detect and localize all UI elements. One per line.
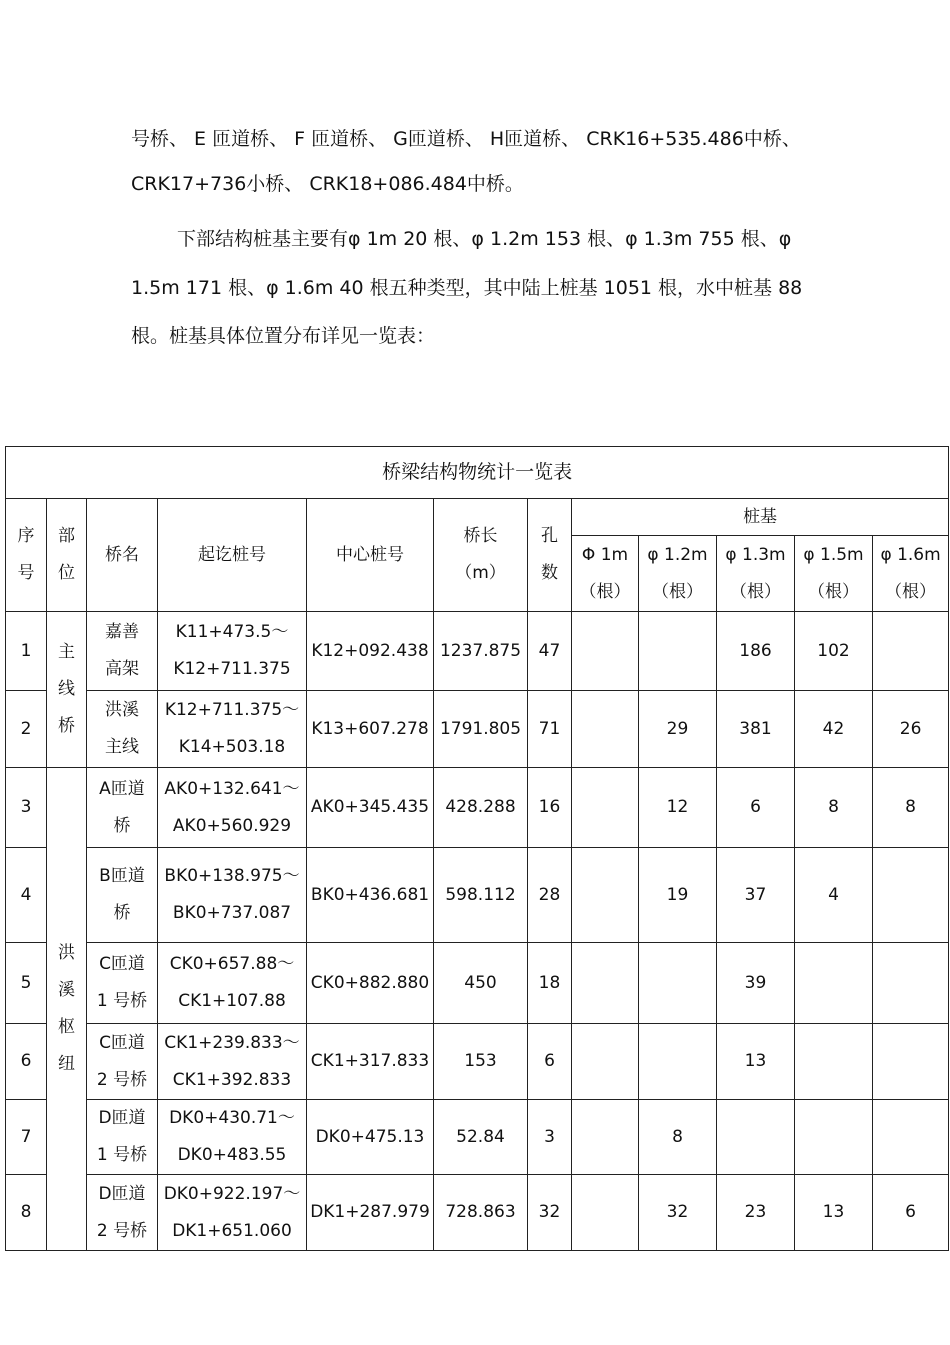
table-row xyxy=(6,848,949,943)
cell-p12: 19 xyxy=(639,848,717,943)
cell-center: K13+607.278 xyxy=(307,691,434,768)
cell-range: AK0+132.641～ AK0+560.929 xyxy=(158,768,307,848)
header-name: 桥名 xyxy=(87,499,158,612)
cell-p15: 4 xyxy=(795,848,873,943)
intro-line-1: 号桥、 E 匝道桥、 F 匝道桥、 G匝道桥、 H匝道桥、 CRK16+535.486中桥、 xyxy=(131,128,801,150)
cell-p12: 29 xyxy=(639,691,717,768)
intro-line-2: CRK17+736小桥、 CRK18+086.484中桥。 xyxy=(131,173,524,195)
header-range: 起讫桩号 xyxy=(158,499,307,612)
cell-spans: 71 xyxy=(528,691,572,768)
cell-p12: 12 xyxy=(639,768,717,848)
cell-seq: 5 xyxy=(6,943,47,1024)
cell-seq: 8 xyxy=(6,1175,47,1251)
header-pile-1-3m: φ 1.3m （根） xyxy=(717,536,795,612)
header-spans: 孔 数 xyxy=(528,499,572,612)
cell-p12 xyxy=(639,943,717,1024)
cell-p16 xyxy=(873,612,949,691)
cell-name: C匝道 1 号桥 xyxy=(87,943,158,1024)
cell-spans: 47 xyxy=(528,612,572,691)
cell-length: 52.84 xyxy=(434,1100,528,1175)
cell-p13: 23 xyxy=(717,1175,795,1251)
table-row xyxy=(6,768,949,848)
header-pile-1-2m: φ 1.2m （根） xyxy=(639,536,717,612)
cell-length: 428.288 xyxy=(434,768,528,848)
cell-seq: 1 xyxy=(6,612,47,691)
cell-spans: 3 xyxy=(528,1100,572,1175)
table-row xyxy=(6,1024,949,1100)
cell-p16 xyxy=(873,1024,949,1100)
cell-length: 1237.875 xyxy=(434,612,528,691)
cell-p13: 39 xyxy=(717,943,795,1024)
cell-name: A匝道 桥 xyxy=(87,768,158,848)
part-main: 主 线 桥 xyxy=(47,612,87,768)
cell-p1 xyxy=(572,1175,639,1251)
header-pile-1-5m: φ 1.5m （根） xyxy=(795,536,873,612)
cell-center: CK1+317.833 xyxy=(307,1024,434,1100)
cell-range: K11+473.5～ K12+711.375 xyxy=(158,612,307,691)
cell-p12: 8 xyxy=(639,1100,717,1175)
cell-p13: 6 xyxy=(717,768,795,848)
cell-center: AK0+345.435 xyxy=(307,768,434,848)
cell-p16 xyxy=(873,1100,949,1175)
cell-seq: 2 xyxy=(6,691,47,768)
cell-p15 xyxy=(795,1024,873,1100)
cell-spans: 18 xyxy=(528,943,572,1024)
cell-p1 xyxy=(572,768,639,848)
cell-p13 xyxy=(717,1100,795,1175)
cell-name: D匝道 1 号桥 xyxy=(87,1100,158,1175)
cell-seq: 7 xyxy=(6,1100,47,1175)
table-row xyxy=(6,943,949,1024)
cell-range: BK0+138.975～ BK0+737.087 xyxy=(158,848,307,943)
cell-p12 xyxy=(639,612,717,691)
cell-p1 xyxy=(572,943,639,1024)
cell-center: DK1+287.979 xyxy=(307,1175,434,1251)
cell-name: D匝道 2 号桥 xyxy=(87,1175,158,1251)
cell-p16: 8 xyxy=(873,768,949,848)
cell-range: CK0+657.88～ CK1+107.88 xyxy=(158,943,307,1024)
header-seq: 序 号 xyxy=(6,499,47,612)
cell-spans: 6 xyxy=(528,1024,572,1100)
cell-range: K12+711.375～ K14+503.18 xyxy=(158,691,307,768)
cell-p1 xyxy=(572,612,639,691)
cell-p13: 37 xyxy=(717,848,795,943)
cell-length: 1791.805 xyxy=(434,691,528,768)
cell-spans: 32 xyxy=(528,1175,572,1251)
cell-range: DK0+922.197～ DK1+651.060 xyxy=(158,1175,307,1251)
cell-center: K12+092.438 xyxy=(307,612,434,691)
header-center: 中心桩号 xyxy=(307,499,434,612)
cell-p1 xyxy=(572,848,639,943)
cell-name: C匝道 2 号桥 xyxy=(87,1024,158,1100)
cell-center: DK0+475.13 xyxy=(307,1100,434,1175)
cell-length: 728.863 xyxy=(434,1175,528,1251)
cell-p16: 6 xyxy=(873,1175,949,1251)
cell-p15: 13 xyxy=(795,1175,873,1251)
table-row xyxy=(6,1175,949,1251)
cell-center: CK0+882.880 xyxy=(307,943,434,1024)
cell-length: 598.112 xyxy=(434,848,528,943)
header-length: 桥长 （m） xyxy=(434,499,528,612)
cell-seq: 6 xyxy=(6,1024,47,1100)
intro-line-5: 根。桩基具体位置分布详见一览表： xyxy=(131,325,436,347)
cell-p15: 42 xyxy=(795,691,873,768)
cell-seq: 3 xyxy=(6,768,47,848)
cell-p15 xyxy=(795,1100,873,1175)
cell-p16 xyxy=(873,943,949,1024)
cell-name: B匝道 桥 xyxy=(87,848,158,943)
table-row xyxy=(6,612,949,691)
cell-p15 xyxy=(795,943,873,1024)
cell-p15: 102 xyxy=(795,612,873,691)
cell-range: CK1+239.833～ CK1+392.833 xyxy=(158,1024,307,1100)
header-pile-1m: Φ 1m （根） xyxy=(572,536,639,612)
cell-range: DK0+430.71～ DK0+483.55 xyxy=(158,1100,307,1175)
cell-p16: 26 xyxy=(873,691,949,768)
cell-p15: 8 xyxy=(795,768,873,848)
cell-name: 洪溪 主线 xyxy=(87,691,158,768)
cell-p13: 381 xyxy=(717,691,795,768)
intro-line-3: 下部结构桩基主要有φ 1m 20 根、φ 1.2m 153 根、φ 1.3m 755 根、φ xyxy=(177,228,792,250)
intro-line-4: 1.5m 171 根、φ 1.6m 40 根五种类型，其中陆上桩基 1051 根，水中桩基 88 xyxy=(131,277,803,299)
bridge-statistics-table xyxy=(5,446,949,1251)
header-part: 部 位 xyxy=(47,499,87,612)
cell-p12 xyxy=(639,1024,717,1100)
cell-length: 153 xyxy=(434,1024,528,1100)
cell-p16 xyxy=(873,848,949,943)
cell-seq: 4 xyxy=(6,848,47,943)
header-pile-1-6m: φ 1.6m （根） xyxy=(873,536,949,612)
part-hub: 洪 溪 枢 纽 xyxy=(47,768,87,1251)
table-row xyxy=(6,1100,949,1175)
cell-p12: 32 xyxy=(639,1175,717,1251)
header-pile: 桩基 xyxy=(572,499,949,536)
cell-name: 嘉善 高架 xyxy=(87,612,158,691)
cell-p1 xyxy=(572,691,639,768)
cell-p13: 13 xyxy=(717,1024,795,1100)
table-row xyxy=(6,691,949,768)
table-title: 桥梁结构物统计一览表 xyxy=(6,447,949,499)
cell-p1 xyxy=(572,1100,639,1175)
cell-p1 xyxy=(572,1024,639,1100)
cell-length: 450 xyxy=(434,943,528,1024)
cell-spans: 28 xyxy=(528,848,572,943)
cell-p13: 186 xyxy=(717,612,795,691)
cell-center: BK0+436.681 xyxy=(307,848,434,943)
cell-spans: 16 xyxy=(528,768,572,848)
